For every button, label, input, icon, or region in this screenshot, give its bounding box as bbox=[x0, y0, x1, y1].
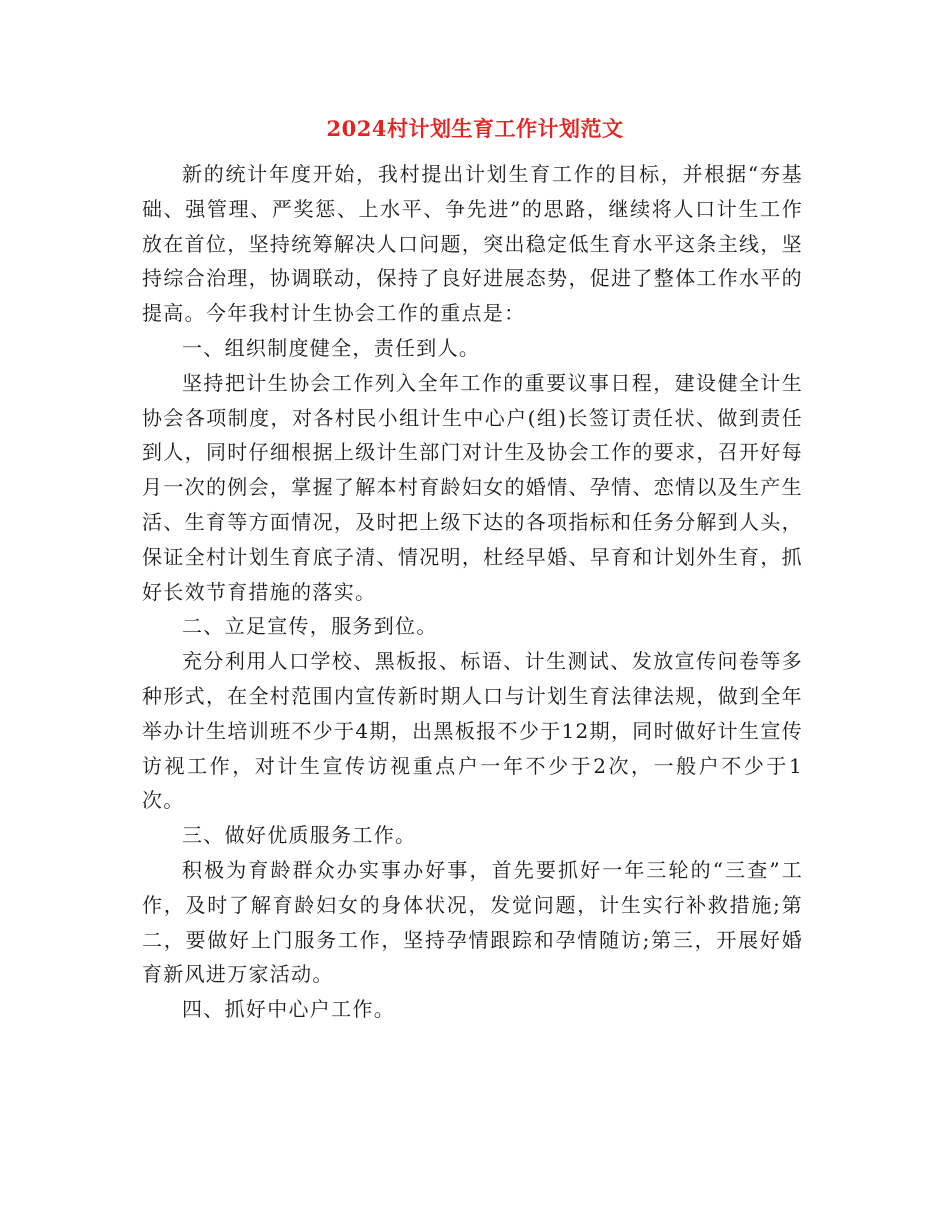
section-heading-2: 二、立足宣传，服务到位。 bbox=[182, 614, 438, 639]
page-title: 2024村计划生育工作计划范文 bbox=[326, 116, 624, 141]
paragraph-section-2: 充分利用人口学校、黑板报、标语、计生测试、发放宣传问卷等多种形式，在全村范围内宣传新时期人口与计划生育法律法规，做到全年举办计生培训班不少于4期，出黑板报不少于12期，同时做好计生宣传访视工作，对计生宣传访视重点户一年不少于2次，一般户不少于1次。 bbox=[142, 649, 803, 813]
section-heading-4: 四、抓好中心户工作。 bbox=[182, 997, 395, 1022]
paragraph-section-3: 积极为育龄群众办实事办好事，首先要抓好一年三轮的“三查”工作，及时了解育龄妇女的身体状况，发觉问题，计生实行补救措施;第二，要做好上门服务工作，坚持孕情跟踪和孕情随访;第三，开展好婚育新风进万家活动。 bbox=[142, 857, 803, 987]
document-body bbox=[142, 157, 803, 1027]
section-heading-1: 一、组织制度健全，责任到人。 bbox=[182, 335, 481, 360]
paragraph-intro: 新的统计年度开始，我村提出计划生育工作的目标，并根据“夯基础、强管理、严奖惩、上水平、争先进”的思路，继续将人口计生工作放在首位，坚持统筹解决人口问题，突出稳定低生育水平这条主线，坚持综合治理，协调联动，保持了良好进展态势，促进了整体工作水平的提高。今年我村计生协会工作的重点是： bbox=[142, 162, 803, 326]
section-heading-3: 三、做好优质服务工作。 bbox=[182, 823, 417, 848]
paragraph-section-1: 坚持把计生协会工作列入全年工作的重要议事日程，建设健全计生协会各项制度，对各村民小组计生中心户(组)长签订责任状、做到责任到人，同时仔细根据上级计生部门对计生及协会工作的要求，召开好每月一次的例会，掌握了解本村育龄妇女的婚情、孕情、恋情以及生产生活、生育等方面情况，及时把上级下达的各项指标和任务分解到人头，保证全村计划生育底子清、情况明，杜经早婚、早育和计划外生育，抓好长效节育措施的落实。 bbox=[142, 370, 803, 604]
